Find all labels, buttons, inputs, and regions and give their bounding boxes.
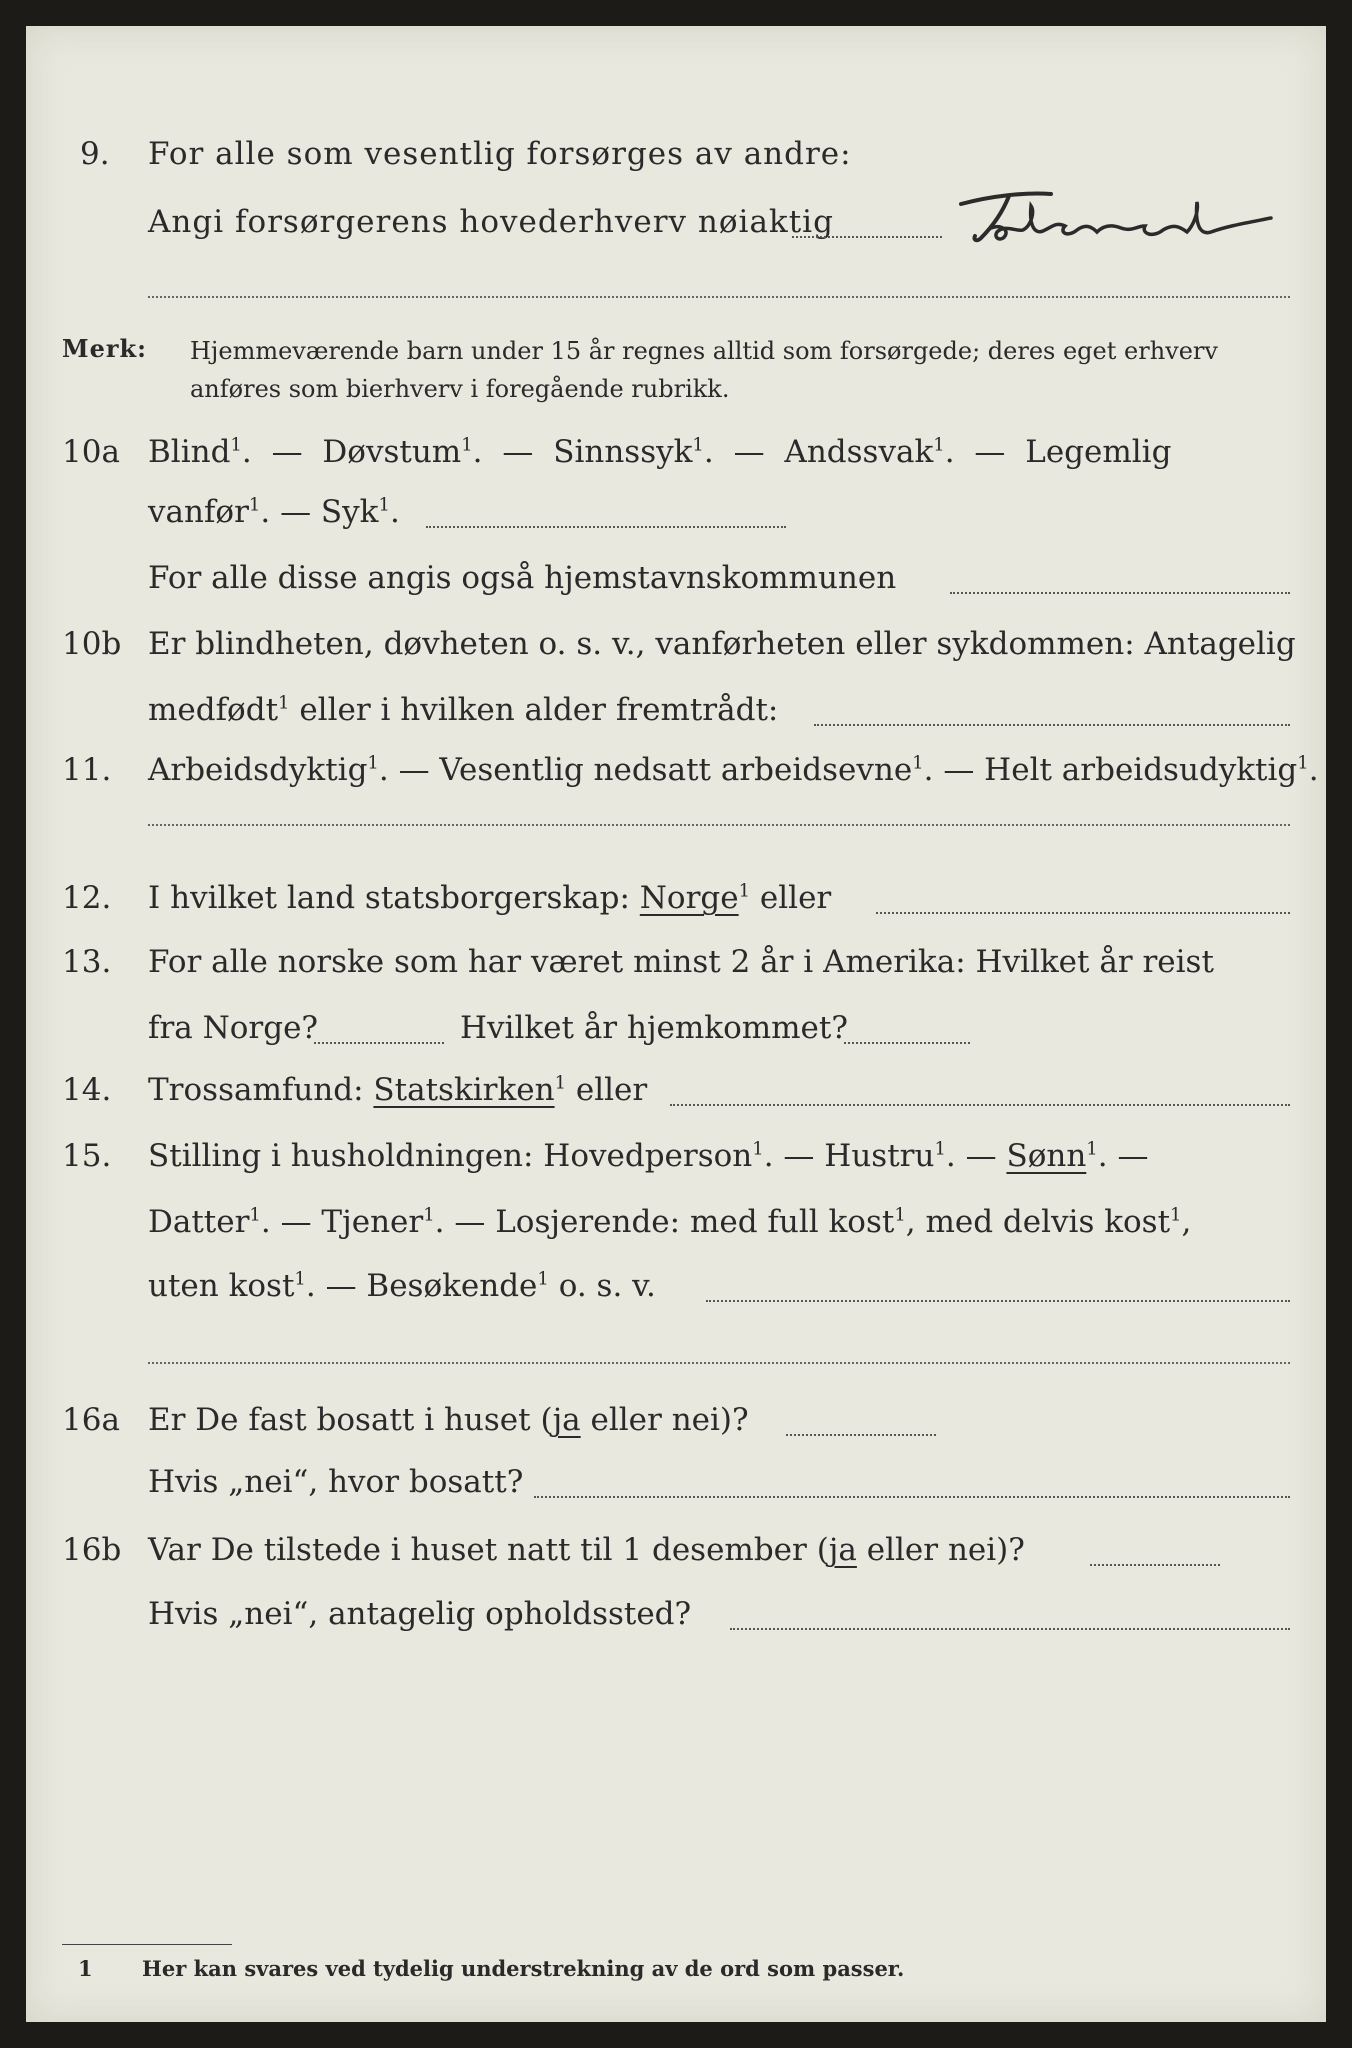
q9-handwritten-answer-text: Føderaad <box>931 166 936 167</box>
q16b-location-line <box>730 1628 1290 1630</box>
q9-continuation-line <box>148 296 1290 298</box>
q13-line2b: Hvilket år hjemkommet? <box>460 1010 848 1046</box>
q15-answer-line <box>706 1300 1290 1302</box>
q10b-line1: Er blindheten, døvheten o. s. v., vanførheten eller sykdommen: Antagelig <box>148 626 1296 662</box>
q16b-answer-line <box>1090 1564 1220 1566</box>
census-form-page <box>26 26 1326 2022</box>
q15-continuation-line <box>148 1362 1290 1364</box>
q11-line: Arbeidsdyktig$^1$. — Vesentlig nedsatt arbeidsevne$^1$. — Helt arbeidsudyktig$^1$. <box>148 752 1319 788</box>
q16a-residence-line <box>534 1496 1290 1498</box>
q14-answer-line <box>670 1104 1290 1106</box>
q16a-line2: Hvis „nei“, hvor bosatt? <box>148 1464 524 1500</box>
q13-departure-line <box>314 1042 444 1044</box>
q11-number: 11. <box>62 752 112 788</box>
q14-line: Trossamfund: Statskirken$^1$ eller <box>148 1072 648 1108</box>
q10b-answer-line <box>814 724 1290 726</box>
q10a-hometown-line <box>950 592 1290 594</box>
q15-line1: Stilling i husholdningen: Hovedperson$^1$. — Hustru$^1$. — Sønn$^1$. — <box>148 1138 1149 1174</box>
q10a-line2: vanfør$^1$. — Syk$^1$. <box>148 494 400 530</box>
q9-line1: For alle som vesentlig forsørges av andre: <box>148 136 852 172</box>
q16b-line2: Hvis „nei“, antagelig opholdssted? <box>148 1596 692 1632</box>
q16b-ja-underlined: ja <box>828 1532 857 1568</box>
q14-statskirken-underlined: Statskirken <box>373 1072 555 1108</box>
footnote-mark: 1 <box>78 1956 93 1981</box>
q12-norge-underlined: Norge <box>639 880 739 916</box>
q12-number: 12. <box>62 880 112 916</box>
merk-line1: Hjemmeværende barn under 15 år regnes alltid som forsørgede; deres eget erhverv <box>190 337 1218 365</box>
q16a-ja-underlined: ja <box>552 1402 581 1438</box>
merk-line2: anføres som bierhverv i foregående rubrikk. <box>190 375 730 403</box>
q10b-number: 10b <box>62 626 122 662</box>
q12-answer-line <box>876 912 1290 914</box>
q13-line1: For alle norske som har været minst 2 år i Amerika: Hvilket år reist <box>148 944 1214 980</box>
q16a-number: 16a <box>62 1402 120 1438</box>
q14-number: 14. <box>62 1072 112 1108</box>
q16b-number: 16b <box>62 1532 122 1568</box>
q13-line2a: fra Norge? <box>148 1010 319 1046</box>
q9-number: 9. <box>80 136 110 172</box>
q10a-line1: Blind$^1$. — Døvstum$^1$. — Sinnssyk$^1$. — Andssvak$^1$. — Legemlig <box>148 434 1172 470</box>
q9-answer-line <box>792 236 942 238</box>
q16a-line1: Er De fast bosatt i huset (ja eller nei)? <box>148 1402 749 1438</box>
q9-handwritten-answer <box>931 166 1291 256</box>
q13-number: 13. <box>62 944 112 980</box>
q16b-line1: Var De tilstede i huset natt til 1 desember (ja eller nei)? <box>148 1532 1025 1568</box>
q13-return-line <box>844 1042 970 1044</box>
q15-line2: Datter$^1$. — Tjener$^1$. — Losjerende: med full kost$^1$, med delvis kost$^1$, <box>148 1204 1192 1240</box>
q10b-line2: medfødt$^1$ eller i hvilken alder fremtrådt: <box>148 692 779 728</box>
q9-line2: Angi forsørgerens hovederhverv nøiaktig <box>148 204 834 240</box>
footnote-rule <box>62 1944 232 1945</box>
q10a-answer-line <box>426 526 786 528</box>
merk-label: Merk: <box>62 334 147 363</box>
q12-line: I hvilket land statsborgerskap: Norge$^1$ eller <box>148 880 832 916</box>
q10a-number: 10a <box>62 434 120 470</box>
footnote-text: Her kan svares ved tydelig understrekning av de ord som passer. <box>142 1956 905 1981</box>
q11-answer-line <box>148 824 1290 826</box>
q16a-answer-line <box>786 1434 936 1436</box>
q15-number: 15. <box>62 1138 112 1174</box>
q15-sonn-underlined: Sønn <box>1006 1138 1087 1174</box>
q15-line3: uten kost$^1$. — Besøkende$^1$ o. s. v. <box>148 1268 656 1304</box>
q10a-line3: For alle disse angis også hjemstavnskommunen <box>148 560 897 596</box>
